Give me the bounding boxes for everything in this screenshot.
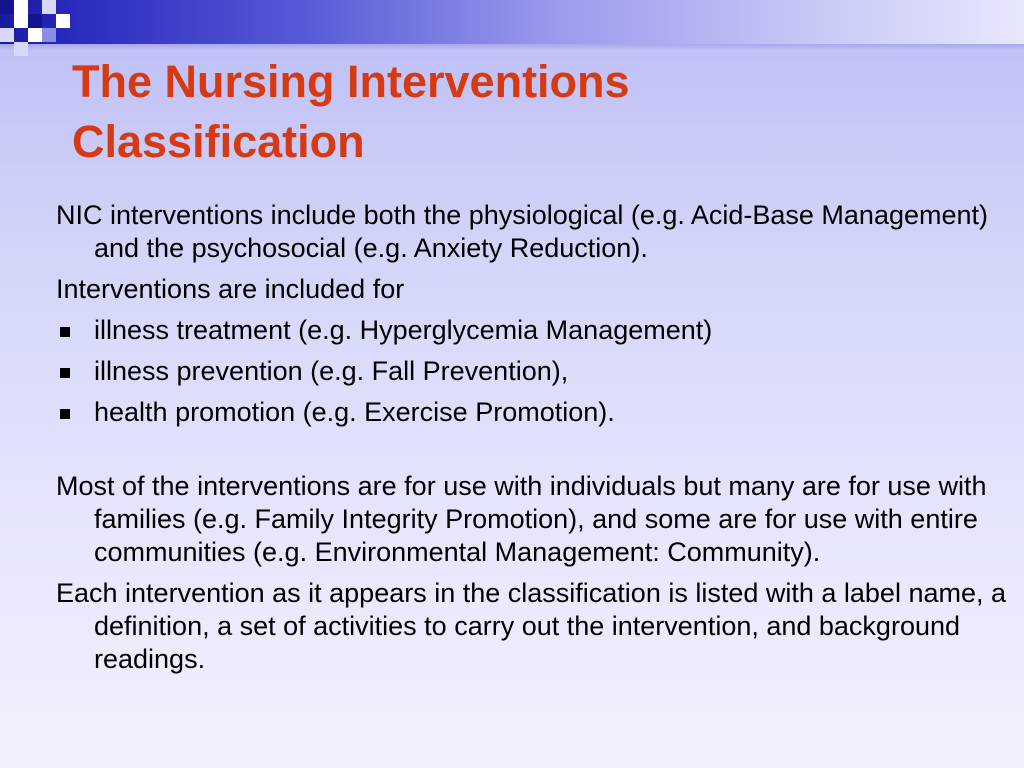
- deco-square: [0, 0, 14, 14]
- deco-square: [14, 42, 28, 56]
- slide-title-line: The Nursing Interventions: [72, 56, 630, 107]
- deco-square: [42, 0, 56, 14]
- deco-square: [28, 14, 42, 28]
- slide-title: [72, 52, 992, 172]
- deco-square: [14, 0, 28, 14]
- deco-square: [14, 14, 28, 28]
- square-bullet-icon: [60, 368, 70, 378]
- bullet-item: [56, 355, 1018, 388]
- header-band-shadow: [0, 44, 1024, 50]
- deco-square: [42, 28, 56, 42]
- bullet-text: illness prevention (e.g. Fall Prevention),: [94, 356, 569, 386]
- deco-square: [28, 28, 42, 42]
- slide-body: [56, 199, 1018, 684]
- square-bullet-icon: [60, 409, 70, 419]
- corner-squares-decoration: [0, 0, 84, 56]
- slide-title-line: Classification: [72, 116, 365, 167]
- bullet-item: [56, 314, 1018, 347]
- body-paragraph: NIC interventions include both the physiological (e.g. Acid-Base Management) and the psychosocial (e.g. Anxiety Reduction).: [56, 200, 989, 263]
- blank-line: [56, 437, 1018, 470]
- deco-square: [0, 28, 14, 42]
- square-bullet-icon: [60, 327, 70, 337]
- deco-square: [56, 14, 70, 28]
- body-paragraph: Interventions are included for: [56, 274, 405, 304]
- body-paragraph: Each intervention as it appears in the classification is listed with a label name, a definition, a set of activities to carry out the intervention, and background readings.: [56, 578, 1007, 674]
- header-band: [0, 0, 1024, 44]
- bullet-text: illness treatment (e.g. Hyperglycemia Management): [94, 315, 713, 345]
- bullet-text: health promotion (e.g. Exercise Promotion).: [94, 397, 615, 427]
- bullet-item: [56, 396, 1018, 429]
- body-paragraph: Most of the interventions are for use with individuals but many are for use with families (e.g. Family Integrity Promotion), and some are for use with entire communities (e.g. Environmental Management: Community).: [56, 471, 987, 567]
